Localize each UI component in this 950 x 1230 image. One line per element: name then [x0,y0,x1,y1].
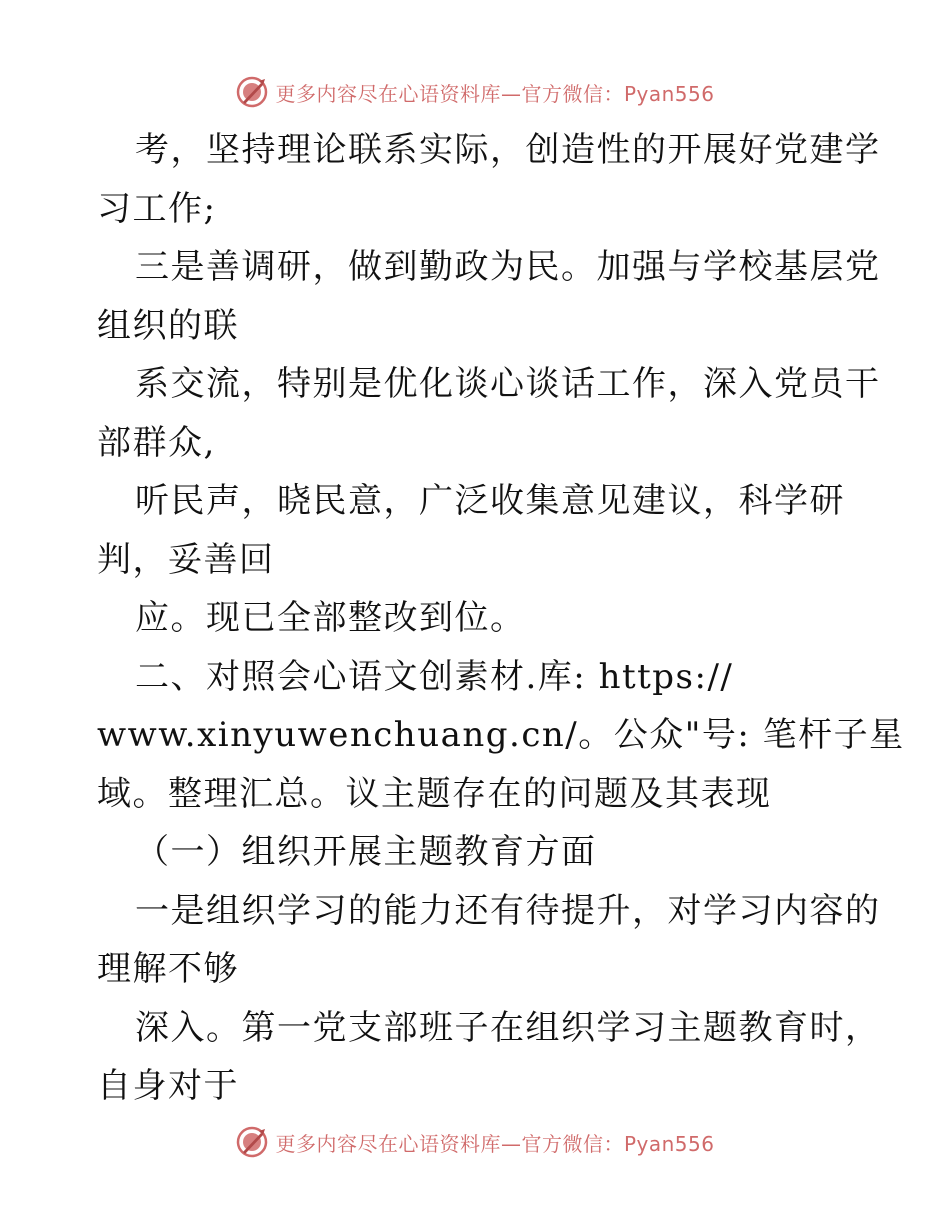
footer-watermark [0,1122,950,1162]
document-line: 习工作; [97,188,217,229]
document-line: 域。整理汇总。议主题存在的问题及其表现 [97,773,772,814]
watermark-text: 更多内容尽在心语资料库—官方微信：Pyan556 [275,81,715,106]
document-line: 判，妥善回 [97,539,275,580]
quill-seal-icon [235,1125,269,1159]
document-line: 二、对照会心语文创素材.库: https:// [135,656,734,697]
document-line: 自身对于 [97,1066,239,1106]
document-body [97,121,905,1116]
document-line: 考，坚持理论联系实际，创造性的开展好党建学 [135,130,881,170]
document-line: （一）组织开展主题教育方面 [135,832,597,872]
document-line: 应。现已全部整改到位。 [135,598,526,638]
document-line: 三是善调研，做到勤政为民。加强与学校基层党 [135,247,881,287]
document-line: 部群众, [97,422,216,463]
document-line: www.xinyuwenchuang.cn/。公众"号: 笔杆子星 [97,715,905,755]
document-line: 听民声，晓民意，广泛收集意见建议，科学研 [135,481,845,521]
document-line: 理解不够 [97,949,239,989]
document-line: 深入。第一党支部班子在组织学习主题教育时， [135,1007,881,1048]
header-watermark [0,72,950,112]
quill-seal-icon [235,75,269,109]
watermark-text: 更多内容尽在心语资料库—官方微信：Pyan556 [275,1131,715,1156]
document-line: 组织的联 [97,305,239,346]
document-line: 系交流，特别是优化谈心谈话工作，深入党员干 [135,364,881,404]
document-line: 一是组织学习的能力还有待提升，对学习内容的 [135,890,881,931]
